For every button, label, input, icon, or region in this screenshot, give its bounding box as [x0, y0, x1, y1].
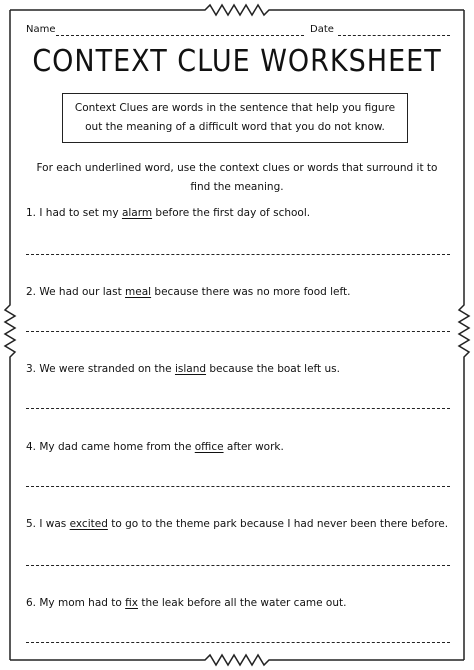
question-text: because there was no more food left. [151, 286, 351, 298]
question-3 [26, 361, 340, 377]
answer-line-4[interactable] [26, 486, 450, 487]
question-text: the leak before all the water came out. [137, 597, 347, 609]
question-text: because the boat left us. [206, 363, 340, 375]
answer-line-6[interactable] [26, 642, 450, 643]
page-title: CONTEXT CLUE WORKSHEET [32, 44, 442, 79]
question-text: 1. I had to set my [26, 207, 122, 219]
underlined-word: island [174, 363, 207, 375]
question-text: 5. I was [26, 518, 70, 530]
answer-line-5[interactable] [26, 565, 450, 566]
underlined-word: office [194, 441, 224, 453]
underlined-word: fix [125, 597, 138, 609]
answer-line-3[interactable] [26, 408, 450, 409]
question-5 [26, 516, 448, 532]
question-text: to go to the theme park because I had never been there before. [107, 518, 449, 530]
underlined-word: meal [125, 286, 152, 298]
question-text: 6. My mom had to [26, 597, 126, 609]
name-label: Name [26, 24, 56, 35]
name-field[interactable] [56, 35, 304, 36]
answer-line-1[interactable] [26, 254, 450, 255]
question-text: 4. My dad came home from the [26, 441, 195, 453]
underlined-word: excited [69, 518, 108, 530]
underlined-word: alarm [121, 207, 153, 219]
instructions-text: For each underlined word, use the context clues or words that surround it to find the meaning. [36, 162, 438, 193]
question-1 [26, 205, 310, 221]
answer-line-2[interactable] [26, 331, 450, 332]
definition-box [62, 93, 408, 143]
question-text: before the first day of school. [152, 207, 311, 219]
question-text: after work. [223, 441, 284, 453]
question-6 [26, 595, 346, 611]
question-text: 3. We were stranded on the [26, 363, 175, 375]
question-2 [26, 284, 350, 300]
question-4 [26, 439, 284, 455]
header-fields [26, 21, 450, 39]
date-field[interactable] [338, 35, 450, 36]
date-label: Date [310, 24, 334, 35]
definition-text: Context Clues are words in the sentence that help you figure out the meaning of a difficult word that you do not know. [74, 102, 396, 133]
question-text: 2. We had our last [26, 286, 126, 298]
